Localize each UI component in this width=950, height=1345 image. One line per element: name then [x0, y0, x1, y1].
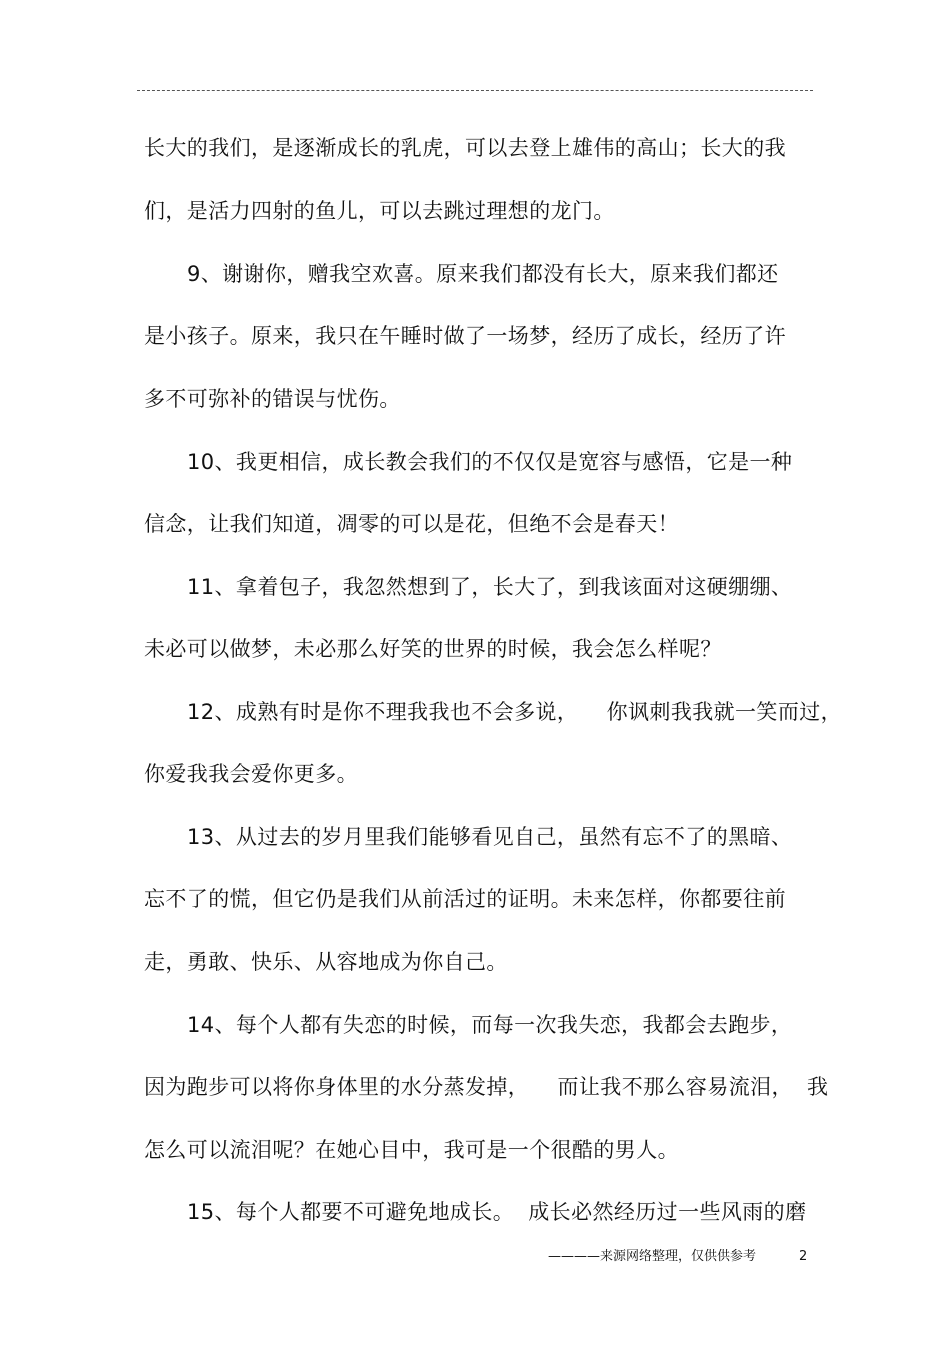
- paragraph-15-start: 15、每个人都要不可避免地成长。 成长必然经历过一些风雨的磨: [187, 1200, 807, 1224]
- paragraph-10-start: 10、我更相信，成长教会我们的不仅仅是宽容与感悟，它是一种: [187, 450, 793, 474]
- paragraph-13-start: 13、从过去的岁月里我们能够看见自己，虽然有忘不了的黑暗、: [187, 825, 793, 849]
- text-line: 们，是活力四射的鱼儿，可以去跳过理想的龙门。: [144, 199, 615, 223]
- text-line: 多不可弥补的错误与忧伤。: [144, 387, 401, 411]
- text-line: 你爱我我会爱你更多。: [144, 762, 358, 786]
- footer-source-note: ————来源网络整理，仅供供参考: [548, 1249, 757, 1264]
- text-line: 长大的我们，是逐渐成长的乳虎，可以去登上雄伟的高山；长大的我: [144, 136, 786, 160]
- text-line: 是小孩子。原来，我只在午睡时做了一场梦，经历了成长，经历了许: [144, 324, 786, 348]
- header-divider: [137, 90, 813, 91]
- page-number: 2: [799, 1249, 808, 1264]
- paragraph-14-start: 14、每个人都有失恋的时候，而每一次我失恋，我都会去跑步，: [187, 1013, 793, 1037]
- text-line: 信念，让我们知道，凋零的可以是花，但绝不会是春天！: [144, 512, 679, 536]
- paragraph-11-start: 11、拿着包子，我忽然想到了，长大了，到我该面对这硬绷绷、: [187, 575, 793, 599]
- paragraph-9-start: 9、谢谢你，赠我空欢喜。原来我们都没有长大，原来我们都还: [187, 262, 779, 286]
- paragraph-12-start: 12、成熟有时是你不理我我也不会多说， 你讽刺我我就一笑而过，: [187, 700, 843, 724]
- text-line: 未必可以做梦，未必那么好笑的世界的时候，我会怎么样呢？: [144, 637, 722, 661]
- text-line: 走，勇敢、快乐、从容地成为你自己。: [144, 950, 508, 974]
- text-line: 忘不了的慌，但它仍是我们从前活过的证明。未来怎样，你都要往前: [144, 887, 786, 911]
- text-line: 因为跑步可以将你身体里的水分蒸发掉， 而让我不那么容易流泪， 我: [144, 1075, 829, 1099]
- text-line: 怎么可以流泪呢？在她心目中，我可是一个很酷的男人。: [144, 1138, 679, 1162]
